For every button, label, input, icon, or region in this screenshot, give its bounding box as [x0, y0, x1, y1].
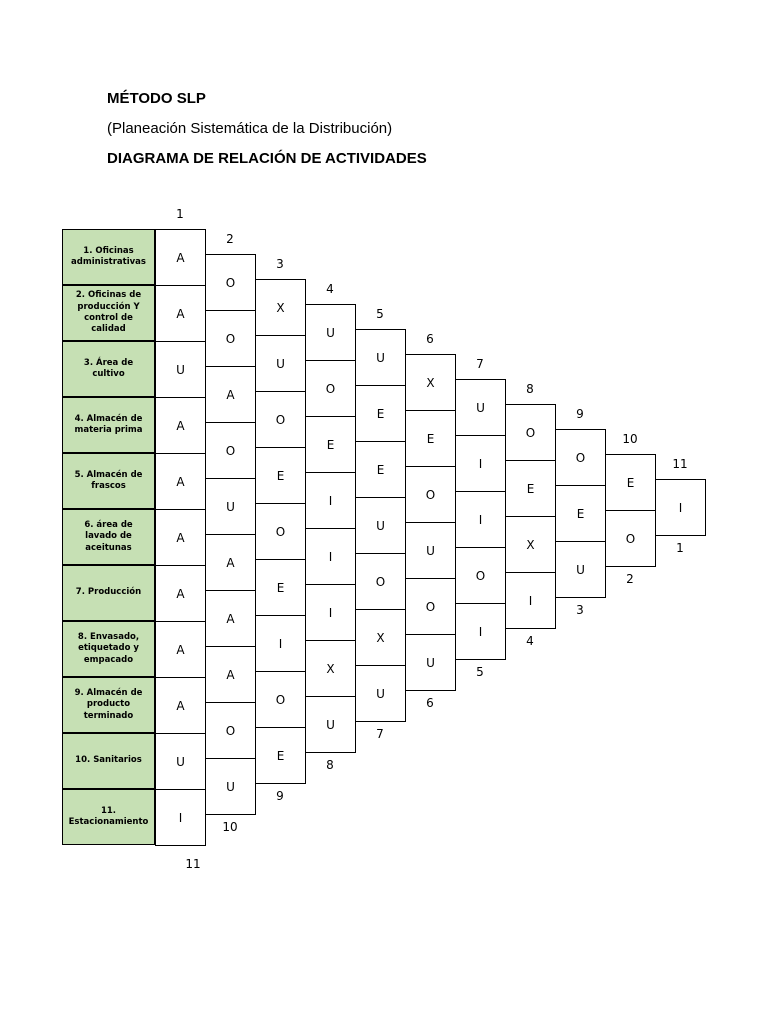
relationship-cell: X [355, 609, 406, 666]
relationship-cell: I [155, 789, 206, 846]
relationship-cell: I [455, 491, 506, 548]
relationship-cell: O [255, 391, 306, 448]
relationship-cell: U [405, 522, 456, 579]
relationship-cell: X [405, 354, 456, 411]
relationship-cell: X [305, 640, 356, 697]
activity-label: 10. Sanitarios [62, 733, 155, 789]
column-number-bottom: 9 [276, 789, 284, 803]
column-number-bottom: 4 [526, 634, 534, 648]
column-number-top: 9 [576, 407, 584, 421]
relationship-cell: O [205, 310, 256, 367]
relationship-cell: O [405, 578, 456, 635]
page-title: MÉTODO SLP [107, 90, 206, 107]
activity-label: 5. Almacén de frascos [62, 453, 155, 509]
relationship-cell: A [205, 534, 256, 591]
column-number-bottom: 7 [376, 727, 384, 741]
relationship-cell: U [255, 335, 306, 392]
column-number-top: 10 [622, 432, 638, 446]
column-number-bottom: 5 [476, 665, 484, 679]
relationship-cell: I [305, 528, 356, 585]
column-number-bottom: 10 [222, 820, 238, 834]
activity-label: 7. Producción [62, 565, 155, 621]
relationship-cell: I [505, 572, 556, 629]
relationship-cell: O [305, 360, 356, 417]
activity-label: 11. Estacionamiento [62, 789, 155, 845]
column-number-bottom: 2 [626, 572, 634, 586]
column-number-top: 2 [226, 232, 234, 246]
relationship-cell: O [405, 466, 456, 523]
activity-label: 8. Envasado, etiquetado y empacado [62, 621, 155, 677]
relationship-cell: U [205, 758, 256, 815]
relationship-cell: U [305, 304, 356, 361]
relationship-cell: A [155, 565, 206, 622]
relationship-cell: O [205, 702, 256, 759]
activity-label: 1. Oficinas administrativas [62, 229, 155, 285]
relationship-cell: E [305, 416, 356, 473]
relationship-cell: U [405, 634, 456, 691]
relationship-cell: E [255, 727, 306, 784]
column-number-top: 1 [176, 207, 184, 221]
page-subtitle: (Planeación Sistemática de la Distribución) [107, 120, 393, 137]
column-number-top: 3 [276, 257, 284, 271]
relationship-cell: E [605, 454, 656, 511]
relationship-cell: U [355, 665, 406, 722]
activity-label: 2. Oficinas de producción Y control de calidad [62, 285, 155, 341]
relationship-cell: U [205, 478, 256, 535]
relationship-cell: X [505, 516, 556, 573]
relationship-cell: U [355, 329, 406, 386]
relationship-cell: I [305, 584, 356, 641]
relationship-cell: E [405, 410, 456, 467]
relationship-cell: I [455, 603, 506, 660]
relationship-cell: O [505, 404, 556, 461]
relationship-cell: I [255, 615, 306, 672]
relationship-cell: O [255, 671, 306, 728]
activity-label: 3. Área de cultivo [62, 341, 155, 397]
relationship-cell: I [305, 472, 356, 529]
relationship-cell: E [355, 385, 406, 442]
column-number-bottom: 8 [326, 758, 334, 772]
relationship-cell: X [255, 279, 306, 336]
relationship-cell: A [155, 621, 206, 678]
relationship-cell: A [155, 509, 206, 566]
relationship-cell: U [305, 696, 356, 753]
relationship-cell: O [205, 254, 256, 311]
diagram-heading: DIAGRAMA DE RELACIÓN DE ACTIVIDADES [107, 150, 427, 167]
column-number-top: 11 [672, 457, 688, 471]
relationship-cell: O [255, 503, 306, 560]
relationship-cell: O [555, 429, 606, 486]
relationship-cell: U [355, 497, 406, 554]
relationship-cell: A [155, 397, 206, 454]
column-number-bottom: 11 [185, 857, 201, 871]
relationship-cell: I [455, 435, 506, 492]
relationship-cell: E [355, 441, 406, 498]
activity-label: 4. Almacén de materia prima [62, 397, 155, 453]
relationship-cell: U [455, 379, 506, 436]
relationship-cell: E [505, 460, 556, 517]
column-number-top: 4 [326, 282, 334, 296]
relationship-cell: A [155, 677, 206, 734]
relationship-cell: U [155, 733, 206, 790]
relationship-cell: A [155, 285, 206, 342]
activity-label: 6. área de lavado de aceitunas [62, 509, 155, 565]
activity-label: 9. Almacén de producto terminado [62, 677, 155, 733]
column-number-bottom: 1 [676, 541, 684, 555]
relationship-cell: A [155, 229, 206, 286]
relationship-cell: O [205, 422, 256, 479]
relationship-cell: O [605, 510, 656, 567]
relationship-cell: I [655, 479, 706, 536]
relationship-cell: O [455, 547, 506, 604]
column-number-bottom: 3 [576, 603, 584, 617]
column-number-bottom: 6 [426, 696, 434, 710]
relationship-cell: E [555, 485, 606, 542]
relationship-cell: A [205, 646, 256, 703]
relationship-cell: A [205, 366, 256, 423]
relationship-cell: A [205, 590, 256, 647]
column-number-top: 8 [526, 382, 534, 396]
column-number-top: 6 [426, 332, 434, 346]
relationship-cell: U [555, 541, 606, 598]
relationship-cell: E [255, 447, 306, 504]
relationship-cell: O [355, 553, 406, 610]
relationship-cell: A [155, 453, 206, 510]
column-number-top: 5 [376, 307, 384, 321]
column-number-top: 7 [476, 357, 484, 371]
relationship-cell: U [155, 341, 206, 398]
relationship-cell: E [255, 559, 306, 616]
